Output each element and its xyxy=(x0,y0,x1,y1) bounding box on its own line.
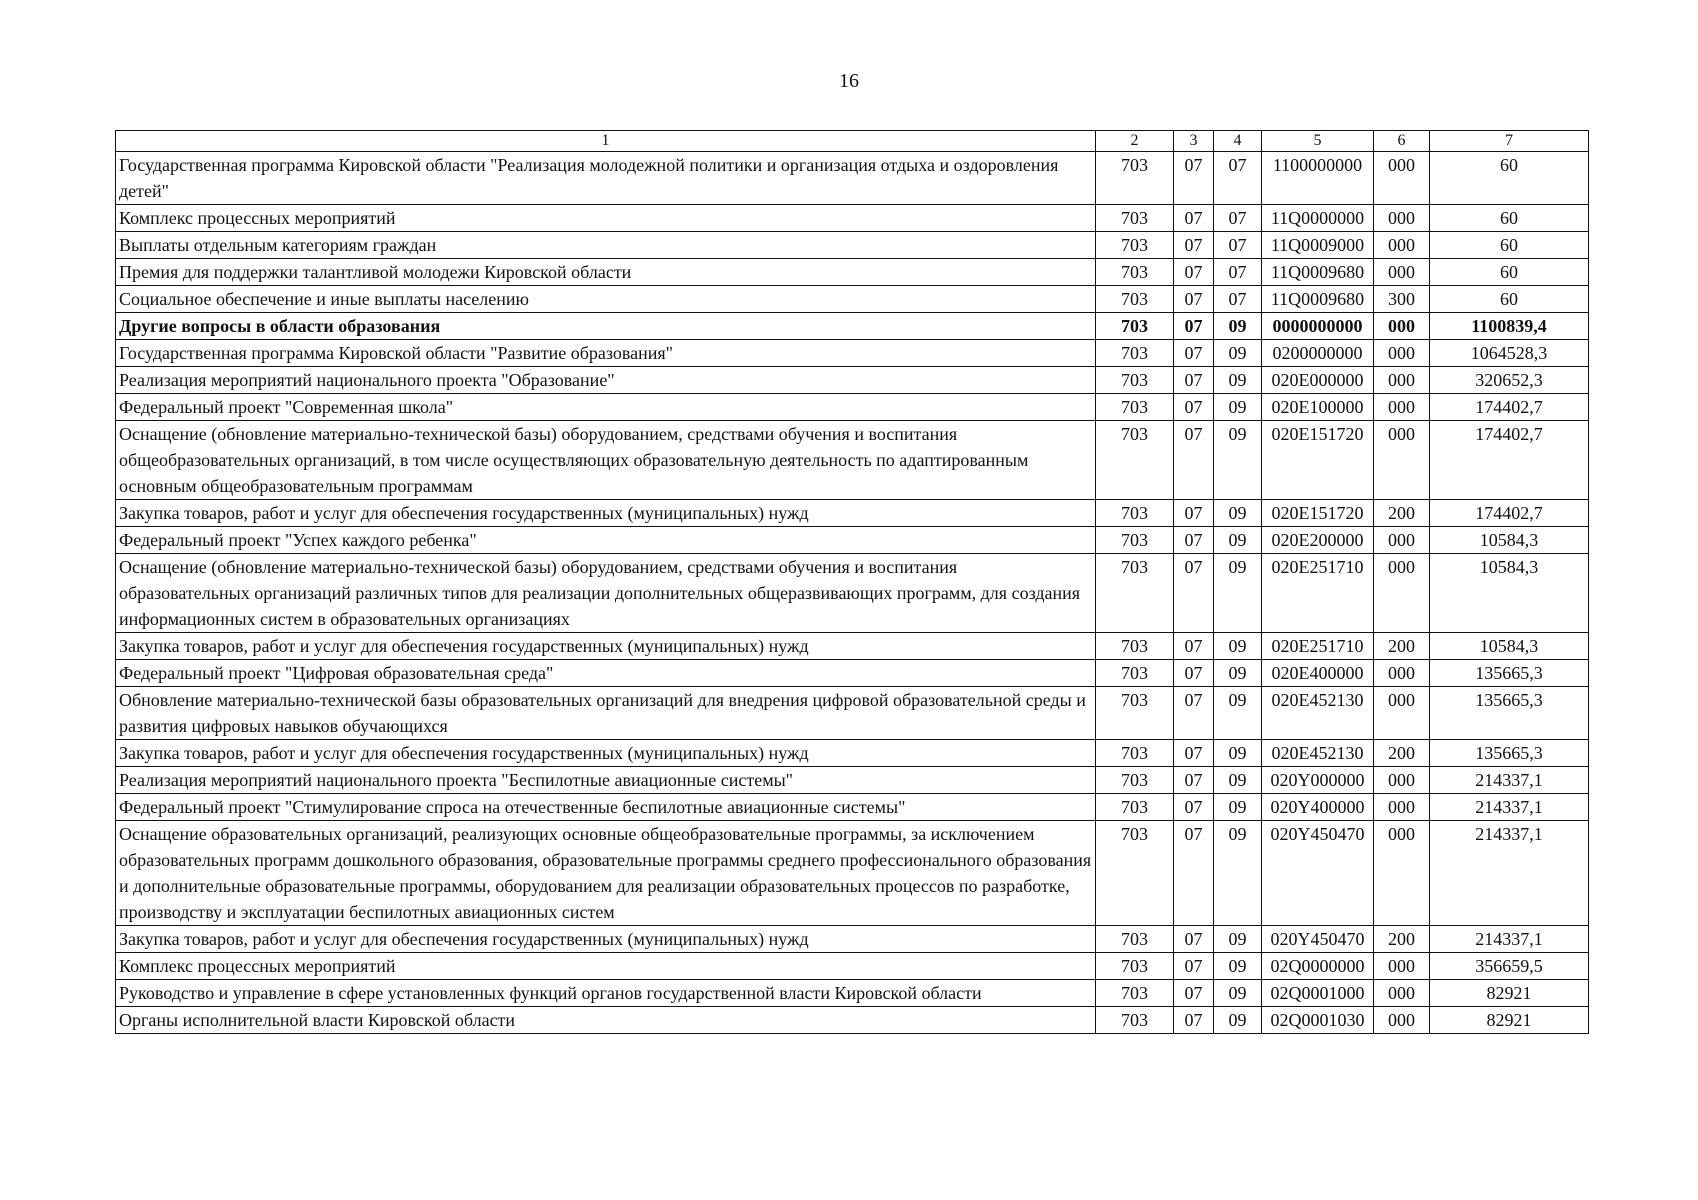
row-target-article-cell: 11Q0009680 xyxy=(1262,286,1374,313)
row-expense-type-cell: 000 xyxy=(1374,794,1430,821)
row-target-article-cell: 02Q0001030 xyxy=(1262,1007,1374,1034)
row-expense-type-cell: 000 xyxy=(1374,232,1430,259)
row-name-cell: Оснащение образовательных организаций, реализующих основные общеобразовательные программы, за исключением образовательных программ дошкольного образования, образовательные программы среднего профессионального образования и дополнительные образовательные программы, оборудованием для реализации образовательных процессов по разработке, производству и эксплуатации беспилотных авиационных систем xyxy=(116,821,1096,926)
row-target-article-cell: 020E400000 xyxy=(1262,660,1374,687)
row-section-cell: 07 xyxy=(1174,767,1214,794)
row-expense-type-cell: 000 xyxy=(1374,205,1430,232)
row-target-article-cell: 020Y400000 xyxy=(1262,794,1374,821)
row-subsection-cell: 07 xyxy=(1214,205,1262,232)
row-section-cell: 07 xyxy=(1174,821,1214,926)
row-amount-cell: 10584,3 xyxy=(1430,527,1589,554)
row-code-cell: 703 xyxy=(1096,286,1174,313)
row-name-cell: Федеральный проект "Стимулирование спроса на отечественные беспилотные авиационные системы" xyxy=(116,794,1096,821)
row-amount-cell: 1064528,3 xyxy=(1430,340,1589,367)
row-code-cell: 703 xyxy=(1096,259,1174,286)
row-expense-type-cell: 000 xyxy=(1374,554,1430,633)
row-expense-type-cell: 000 xyxy=(1374,660,1430,687)
row-code-cell: 703 xyxy=(1096,500,1174,527)
row-target-article-cell: 020Y450470 xyxy=(1262,926,1374,953)
row-code-cell: 703 xyxy=(1096,367,1174,394)
row-subsection-cell: 09 xyxy=(1214,1007,1262,1034)
row-code-cell: 703 xyxy=(1096,767,1174,794)
row-section-cell: 07 xyxy=(1174,232,1214,259)
row-section-cell: 07 xyxy=(1174,394,1214,421)
table-row xyxy=(116,500,1589,527)
budget-table xyxy=(115,130,1589,1034)
row-target-article-cell: 020E100000 xyxy=(1262,394,1374,421)
table-row xyxy=(116,953,1589,980)
row-subsection-cell: 09 xyxy=(1214,421,1262,500)
row-target-article-cell: 020E251710 xyxy=(1262,554,1374,633)
row-name-cell: Органы исполнительной власти Кировской области xyxy=(116,1007,1096,1034)
row-code-cell: 703 xyxy=(1096,1007,1174,1034)
row-name-cell: Оснащение (обновление материально-технической базы) оборудованием, средствами обучения и воспитания образовательных организаций различных типов для реализации дополнительных общеразвивающих программ, для создания информационных систем в образовательных организациях xyxy=(116,554,1096,633)
row-section-cell: 07 xyxy=(1174,527,1214,554)
row-target-article-cell: 020Y450470 xyxy=(1262,821,1374,926)
row-code-cell: 703 xyxy=(1096,205,1174,232)
row-subsection-cell: 09 xyxy=(1214,767,1262,794)
row-amount-cell: 60 xyxy=(1430,232,1589,259)
table-row xyxy=(116,286,1589,313)
row-subsection-cell: 09 xyxy=(1214,740,1262,767)
header-cell-3: 3 xyxy=(1174,131,1214,152)
row-section-cell: 07 xyxy=(1174,367,1214,394)
row-target-article-cell: 02Q0001000 xyxy=(1262,980,1374,1007)
row-code-cell: 703 xyxy=(1096,554,1174,633)
row-name-cell: Комплекс процессных мероприятий xyxy=(116,953,1096,980)
row-code-cell: 703 xyxy=(1096,660,1174,687)
row-amount-cell: 135665,3 xyxy=(1430,687,1589,740)
table-body xyxy=(116,152,1589,1034)
row-target-article-cell: 02Q0000000 xyxy=(1262,953,1374,980)
row-section-cell: 07 xyxy=(1174,286,1214,313)
row-code-cell: 703 xyxy=(1096,421,1174,500)
row-code-cell: 703 xyxy=(1096,794,1174,821)
row-amount-cell: 214337,1 xyxy=(1430,926,1589,953)
header-cell-5: 5 xyxy=(1262,131,1374,152)
row-code-cell: 703 xyxy=(1096,633,1174,660)
row-subsection-cell: 09 xyxy=(1214,633,1262,660)
table-row xyxy=(116,152,1589,205)
row-target-article-cell: 11Q0009000 xyxy=(1262,232,1374,259)
row-target-article-cell: 020Y000000 xyxy=(1262,767,1374,794)
row-code-cell: 703 xyxy=(1096,980,1174,1007)
row-section-cell: 07 xyxy=(1174,421,1214,500)
row-name-cell: Федеральный проект "Успех каждого ребенка" xyxy=(116,527,1096,554)
row-expense-type-cell: 000 xyxy=(1374,980,1430,1007)
row-expense-type-cell: 300 xyxy=(1374,286,1430,313)
row-amount-cell: 60 xyxy=(1430,205,1589,232)
row-code-cell: 703 xyxy=(1096,394,1174,421)
row-subsection-cell: 09 xyxy=(1214,367,1262,394)
row-subsection-cell: 07 xyxy=(1214,286,1262,313)
row-section-cell: 07 xyxy=(1174,205,1214,232)
row-name-cell: Руководство и управление в сфере установленных функций органов государственной власти Кировской области xyxy=(116,980,1096,1007)
table-row xyxy=(116,205,1589,232)
row-amount-cell: 320652,3 xyxy=(1430,367,1589,394)
row-amount-cell: 214337,1 xyxy=(1430,767,1589,794)
table-row xyxy=(116,232,1589,259)
row-amount-cell: 135665,3 xyxy=(1430,740,1589,767)
row-code-cell: 703 xyxy=(1096,926,1174,953)
row-amount-cell: 214337,1 xyxy=(1430,821,1589,926)
table-row xyxy=(116,633,1589,660)
row-amount-cell: 60 xyxy=(1430,259,1589,286)
table-row xyxy=(116,554,1589,633)
row-target-article-cell: 1100000000 xyxy=(1262,152,1374,205)
row-subsection-cell: 07 xyxy=(1214,232,1262,259)
row-name-cell: Закупка товаров, работ и услуг для обеспечения государственных (муниципальных) нужд xyxy=(116,740,1096,767)
row-code-cell: 703 xyxy=(1096,232,1174,259)
table-row xyxy=(116,313,1589,340)
row-name-cell: Государственная программа Кировской области "Реализация молодежной политики и организация отдыха и оздоровления детей" xyxy=(116,152,1096,205)
row-target-article-cell: 11Q0009680 xyxy=(1262,259,1374,286)
table-row xyxy=(116,740,1589,767)
row-expense-type-cell: 000 xyxy=(1374,687,1430,740)
row-expense-type-cell: 000 xyxy=(1374,340,1430,367)
row-expense-type-cell: 000 xyxy=(1374,367,1430,394)
row-subsection-cell: 09 xyxy=(1214,794,1262,821)
row-expense-type-cell: 000 xyxy=(1374,953,1430,980)
table-row xyxy=(116,821,1589,926)
row-section-cell: 07 xyxy=(1174,152,1214,205)
row-amount-cell: 174402,7 xyxy=(1430,421,1589,500)
row-subsection-cell: 09 xyxy=(1214,394,1262,421)
row-name-cell: Федеральный проект "Современная школа" xyxy=(116,394,1096,421)
row-expense-type-cell: 200 xyxy=(1374,633,1430,660)
row-section-cell: 07 xyxy=(1174,1007,1214,1034)
row-name-cell: Закупка товаров, работ и услуг для обеспечения государственных (муниципальных) нужд xyxy=(116,926,1096,953)
row-name-cell: Закупка товаров, работ и услуг для обеспечения государственных (муниципальных) нужд xyxy=(116,633,1096,660)
row-target-article-cell: 11Q0000000 xyxy=(1262,205,1374,232)
row-subsection-cell: 09 xyxy=(1214,340,1262,367)
table-header-row xyxy=(116,131,1589,152)
header-cell-4: 4 xyxy=(1214,131,1262,152)
row-section-cell: 07 xyxy=(1174,554,1214,633)
table-row xyxy=(116,259,1589,286)
page-number: 16 xyxy=(839,70,859,92)
row-code-cell: 703 xyxy=(1096,740,1174,767)
row-subsection-cell: 09 xyxy=(1214,980,1262,1007)
row-target-article-cell: 020E452130 xyxy=(1262,687,1374,740)
row-subsection-cell: 07 xyxy=(1214,259,1262,286)
row-expense-type-cell: 000 xyxy=(1374,259,1430,286)
row-subsection-cell: 09 xyxy=(1214,821,1262,926)
row-section-cell: 07 xyxy=(1174,660,1214,687)
row-name-cell: Государственная программа Кировской области "Развитие образования" xyxy=(116,340,1096,367)
table-row xyxy=(116,794,1589,821)
row-amount-cell: 60 xyxy=(1430,152,1589,205)
row-amount-cell: 174402,7 xyxy=(1430,500,1589,527)
row-name-cell: Оснащение (обновление материально-технической базы) оборудованием, средствами обучения и воспитания общеобразовательных организаций, в том числе осуществляющих образовательную деятельность по адаптированным основным общеобразовательным программам xyxy=(116,421,1096,500)
row-section-cell: 07 xyxy=(1174,740,1214,767)
table-row xyxy=(116,660,1589,687)
row-section-cell: 07 xyxy=(1174,980,1214,1007)
table-row xyxy=(116,340,1589,367)
row-amount-cell: 135665,3 xyxy=(1430,660,1589,687)
row-target-article-cell: 020E151720 xyxy=(1262,500,1374,527)
row-subsection-cell: 09 xyxy=(1214,660,1262,687)
row-subsection-cell: 09 xyxy=(1214,953,1262,980)
row-code-cell: 703 xyxy=(1096,152,1174,205)
row-section-cell: 07 xyxy=(1174,926,1214,953)
row-section-cell: 07 xyxy=(1174,259,1214,286)
table-row xyxy=(116,1007,1589,1034)
row-expense-type-cell: 000 xyxy=(1374,394,1430,421)
row-code-cell: 703 xyxy=(1096,821,1174,926)
row-name-cell: Обновление материально-технической базы образовательных организаций для внедрения цифровой образовательной среды и развития цифровых навыков обучающихся xyxy=(116,687,1096,740)
row-name-cell: Реализация мероприятий национального проекта "Образование" xyxy=(116,367,1096,394)
row-subsection-cell: 09 xyxy=(1214,554,1262,633)
row-expense-type-cell: 200 xyxy=(1374,926,1430,953)
row-expense-type-cell: 000 xyxy=(1374,1007,1430,1034)
header-cell-2: 2 xyxy=(1096,131,1174,152)
row-subsection-cell: 09 xyxy=(1214,926,1262,953)
header-cell-7: 7 xyxy=(1430,131,1589,152)
row-target-article-cell: 020E452130 xyxy=(1262,740,1374,767)
row-target-article-cell: 020E200000 xyxy=(1262,527,1374,554)
row-amount-cell: 60 xyxy=(1430,286,1589,313)
row-amount-cell: 356659,5 xyxy=(1430,953,1589,980)
row-code-cell: 703 xyxy=(1096,953,1174,980)
row-expense-type-cell: 000 xyxy=(1374,821,1430,926)
row-expense-type-cell: 200 xyxy=(1374,740,1430,767)
header-cell-6: 6 xyxy=(1374,131,1430,152)
row-name-cell: Социальное обеспечение и иные выплаты населению xyxy=(116,286,1096,313)
row-code-cell: 703 xyxy=(1096,340,1174,367)
row-section-cell: 07 xyxy=(1174,953,1214,980)
row-name-cell: Реализация мероприятий национального проекта "Беспилотные авиационные системы" xyxy=(116,767,1096,794)
row-name-cell: Выплаты отдельным категориям граждан xyxy=(116,232,1096,259)
row-section-cell: 07 xyxy=(1174,687,1214,740)
row-subsection-cell: 09 xyxy=(1214,313,1262,340)
row-expense-type-cell: 000 xyxy=(1374,421,1430,500)
row-section-cell: 07 xyxy=(1174,500,1214,527)
table-row xyxy=(116,687,1589,740)
table-row xyxy=(116,767,1589,794)
row-code-cell: 703 xyxy=(1096,527,1174,554)
row-expense-type-cell: 000 xyxy=(1374,767,1430,794)
row-code-cell: 703 xyxy=(1096,313,1174,340)
row-name-cell: Премия для поддержки талантливой молодежи Кировской области xyxy=(116,259,1096,286)
row-name-cell: Другие вопросы в области образования xyxy=(116,313,1096,340)
row-subsection-cell: 07 xyxy=(1214,152,1262,205)
row-amount-cell: 1100839,4 xyxy=(1430,313,1589,340)
row-expense-type-cell: 200 xyxy=(1374,500,1430,527)
row-target-article-cell: 020E000000 xyxy=(1262,367,1374,394)
row-name-cell: Закупка товаров, работ и услуг для обеспечения государственных (муниципальных) нужд xyxy=(116,500,1096,527)
table-row xyxy=(116,926,1589,953)
row-section-cell: 07 xyxy=(1174,633,1214,660)
row-amount-cell: 10584,3 xyxy=(1430,633,1589,660)
row-amount-cell: 214337,1 xyxy=(1430,794,1589,821)
table-row xyxy=(116,421,1589,500)
row-name-cell: Федеральный проект "Цифровая образовательная среда" xyxy=(116,660,1096,687)
row-target-article-cell: 020E151720 xyxy=(1262,421,1374,500)
table-row xyxy=(116,527,1589,554)
row-subsection-cell: 09 xyxy=(1214,527,1262,554)
row-amount-cell: 10584,3 xyxy=(1430,554,1589,633)
row-subsection-cell: 09 xyxy=(1214,687,1262,740)
table-row xyxy=(116,980,1589,1007)
row-section-cell: 07 xyxy=(1174,794,1214,821)
row-code-cell: 703 xyxy=(1096,687,1174,740)
row-section-cell: 07 xyxy=(1174,340,1214,367)
table-row xyxy=(116,367,1589,394)
row-expense-type-cell: 000 xyxy=(1374,313,1430,340)
row-amount-cell: 82921 xyxy=(1430,1007,1589,1034)
row-section-cell: 07 xyxy=(1174,313,1214,340)
row-subsection-cell: 09 xyxy=(1214,500,1262,527)
row-target-article-cell: 0000000000 xyxy=(1262,313,1374,340)
row-target-article-cell: 020E251710 xyxy=(1262,633,1374,660)
row-amount-cell: 82921 xyxy=(1430,980,1589,1007)
row-amount-cell: 174402,7 xyxy=(1430,394,1589,421)
header-cell-1: 1 xyxy=(116,131,1096,152)
row-target-article-cell: 0200000000 xyxy=(1262,340,1374,367)
row-name-cell: Комплекс процессных мероприятий xyxy=(116,205,1096,232)
row-expense-type-cell: 000 xyxy=(1374,152,1430,205)
row-expense-type-cell: 000 xyxy=(1374,527,1430,554)
table-row xyxy=(116,394,1589,421)
